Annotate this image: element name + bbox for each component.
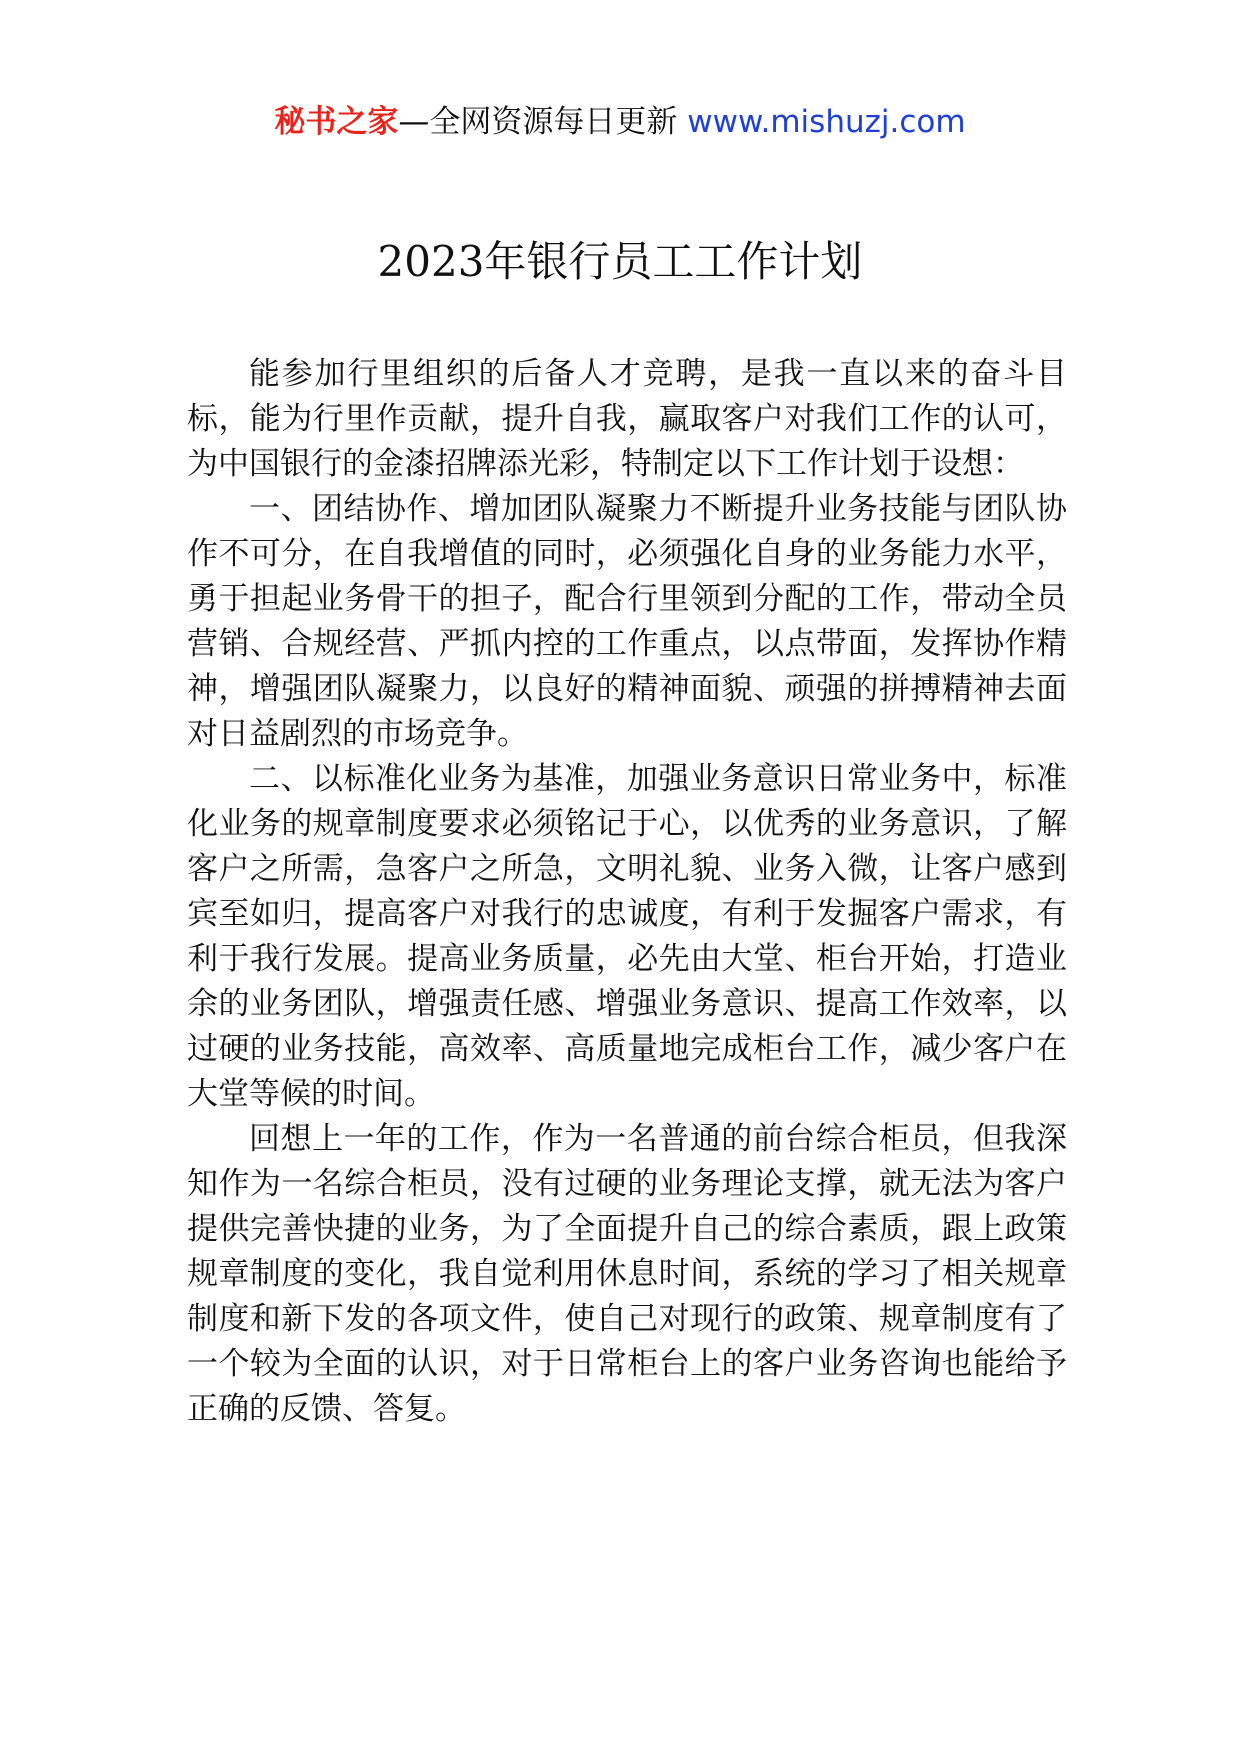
site-slogan: —全网资源每日更新	[398, 104, 678, 140]
paragraph-section-2: 二、以标准化业务为基准，加强业务意识日常业务中，标准化业务的规章制度要求必须铭记于心，以优秀的业务意识，了解客户之所需，急客户之所急，文明礼貌、业务入微，让客户感到宾至如归，提高客户对我行的忠诚度，有利于发掘客户需求，有利于我行发展。提高业务质量，必先由大堂、柜台开始，打造业余的业务团队，增强责任感、增强业务意识、提高工作效率，以过硬的业务技能，高效率、高质量地完成柜台工作，减少客户在大堂等候的时间。	[187, 761, 1067, 1112]
paragraph-intro: 能参加行里组织的后备人才竞聘，是我一直以来的奋斗目标，能为行里作贡献，提升自我，赢取客户对我们工作的认可，为中国银行的金漆招牌添光彩，特制定以下工作计划于设想：	[187, 356, 1067, 482]
paragraph-review: 回想上一年的工作，作为一名普通的前台综合柜员，但我深知作为一名综合柜员，没有过硬的业务理论支撑，就无法为客户提供完善快捷的业务，为了全面提升自己的综合素质，跟上政策规章制度的变化，我自觉利用休息时间，系统的学习了相关规章制度和新下发的各项文件，使自己对现行的政策、规章制度有了一个较为全面的认识，对于日常柜台上的客户业务咨询也能给予正确的反馈、答复。	[187, 1121, 1067, 1427]
document-title: 2023年银行员工工作计划	[377, 237, 863, 286]
site-header	[0, 102, 1240, 142]
paragraph-section-1: 一、团结协作、增加团队凝聚力不断提升业务技能与团队协作不可分，在自我增值的同时，必须强化自身的业务能力水平，勇于担起业务骨干的担子，配合行里领到分配的工作，带动全员营销、合规经营、严抓内控的工作重点，以点带面，发挥协作精神，增强团队凝聚力，以良好的精神面貌、顽强的拼搏精神去面对日益剧烈的市场竞争。	[187, 491, 1067, 752]
document-body	[187, 352, 1067, 1432]
site-brand: 秘书之家	[274, 104, 399, 140]
site-url-link[interactable]: www.mishuzj.com	[687, 104, 966, 140]
